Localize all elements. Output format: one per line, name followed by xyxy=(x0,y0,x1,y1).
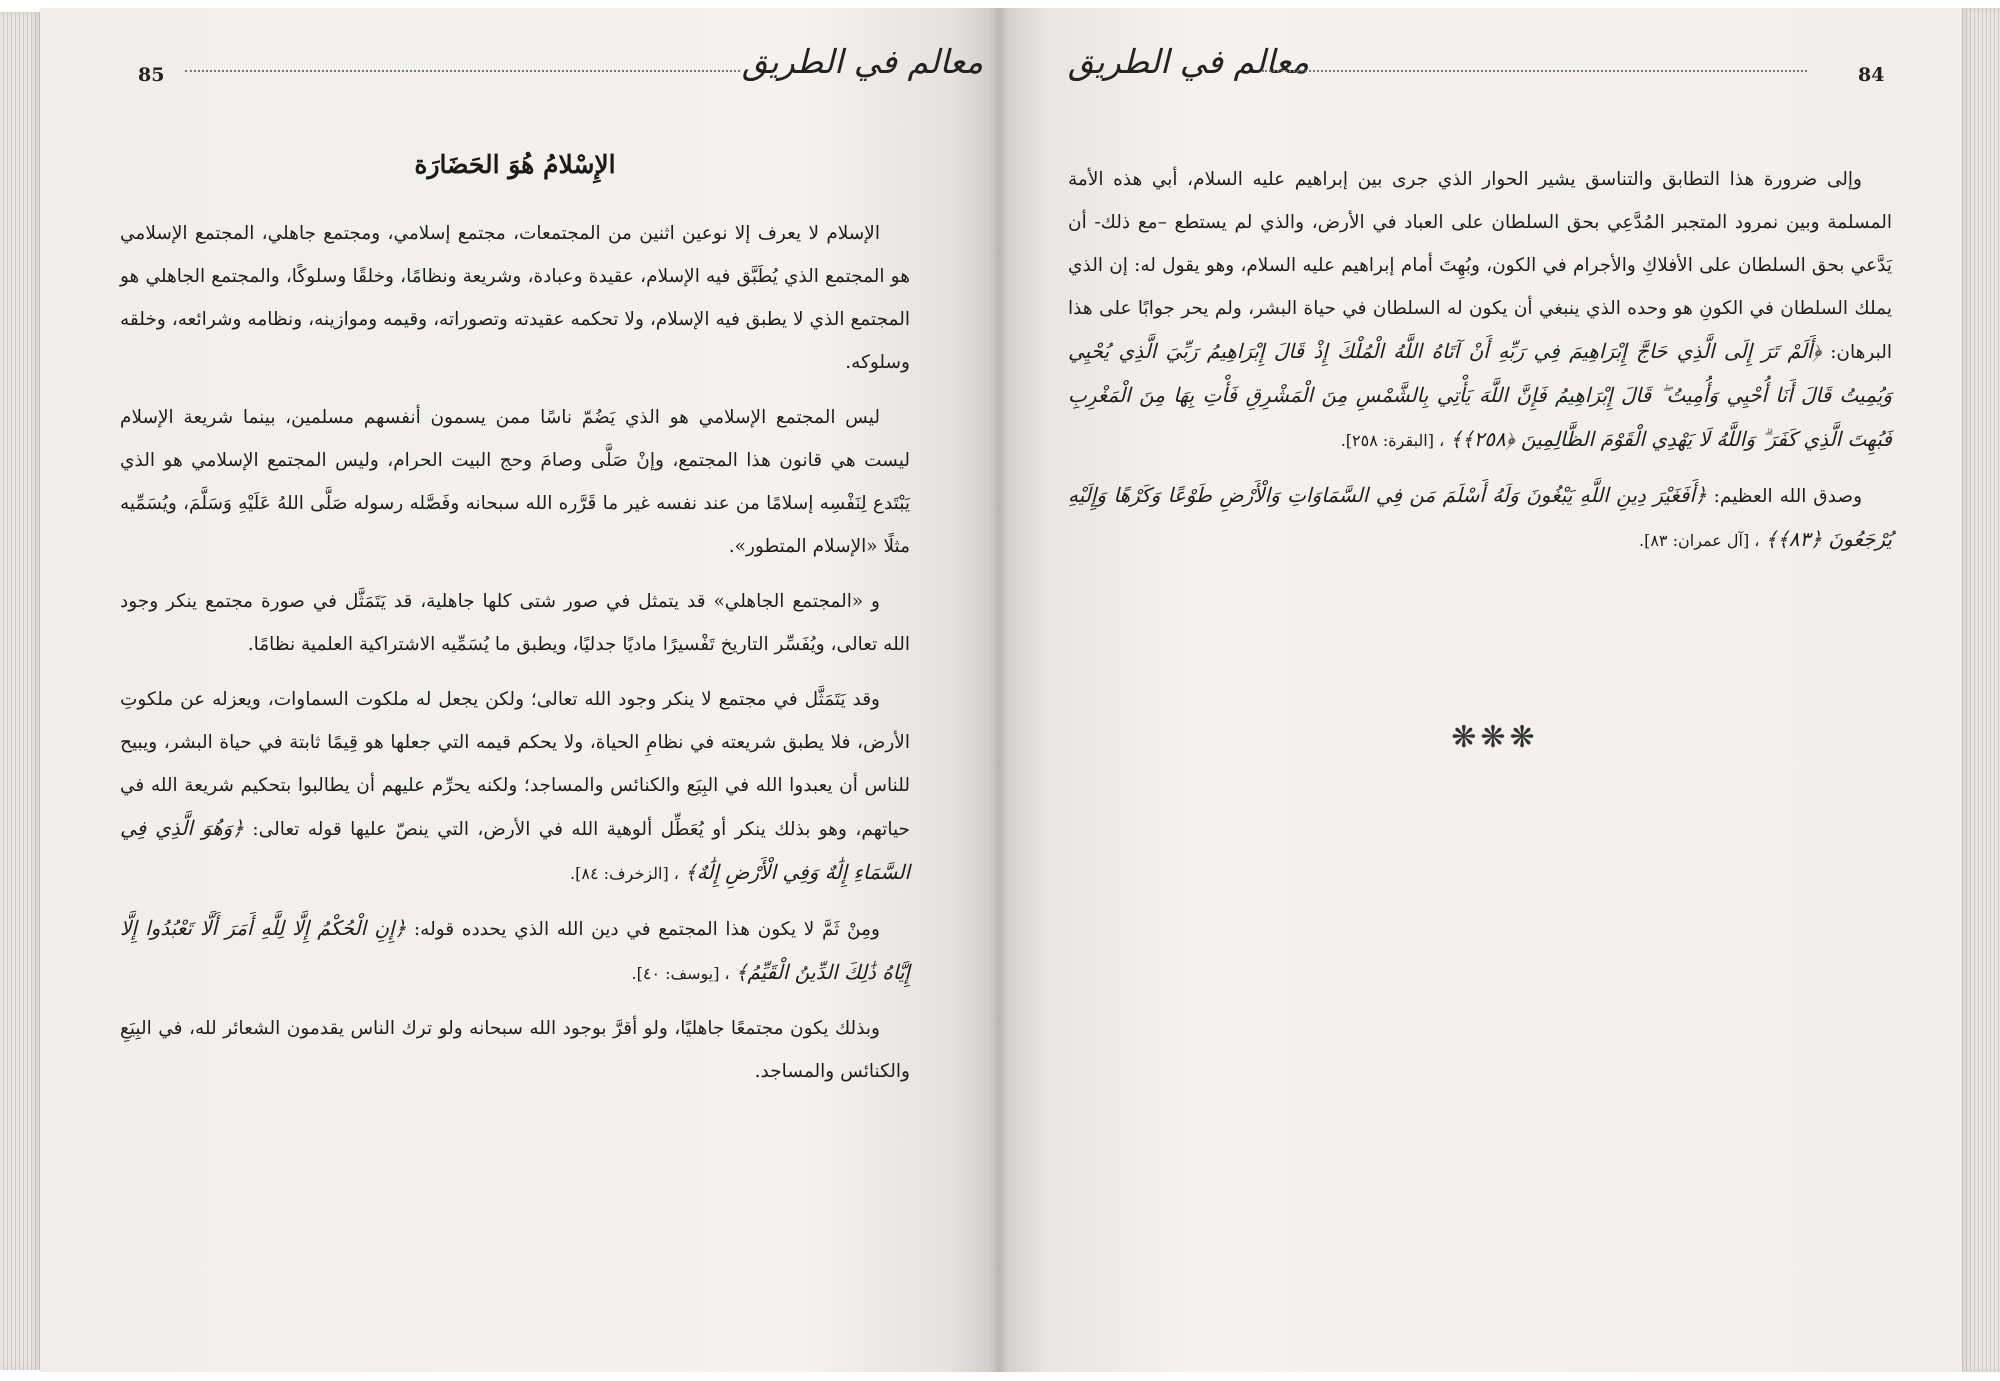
verse-reference: ، [آل عمران: ٨٣]. xyxy=(1639,531,1760,550)
paragraph-with-verse xyxy=(120,678,910,895)
paragraph-with-verse xyxy=(120,907,910,995)
quran-verse: ﴿أَفَغَيْرَ دِينِ اللَّهِ يَبْغُونَ وَلَهُ أَسْلَمَ مَن فِي السَّمَاوَاتِ وَالْأَرْضِ طَوْعًا وَكَرْهًا وَإِلَيْهِ يُرْجَعُونَ ﴿٨٣﴾﴾ xyxy=(1068,483,1892,551)
running-header-left: معالم في الطريق xyxy=(742,42,984,81)
paragraph-text: ومِنْ ثَمَّ لا يكون هذا المجتمع في دين الله الذي يحدده قوله: xyxy=(413,919,880,940)
right-page-edges xyxy=(1962,8,2000,1372)
header-dots-right xyxy=(1262,70,1807,72)
paragraph: ليس المجتمع الإسلامي هو الذي يَضُمّ ناسًا ممن يسمون أنفسهم مسلمين، بينما شريعة الإسلام ليست هي قانون هذا المجتمع، وإنْ صَلَّى وصامَ وحج البيت الحرام، وليس المجتمع الإسلامي هو الذي يَبْتَدع لِنَفْسِه إسلامًا من عند نفسه غير ما قَرَّره الله سبحانه وفَصَّله رسوله صَلَّى اللهُ عَلَيْهِ وَسَلَّمَ، ويُسَمِّيه مثلًا «الإسلام المتطور». xyxy=(120,407,910,557)
running-header-right: معالم في الطريق xyxy=(1068,42,1310,81)
header-dots-left xyxy=(185,70,740,72)
paragraph-with-verse xyxy=(1068,474,1892,562)
section-separator: ❋❋❋ xyxy=(1451,720,1539,755)
left-page-body xyxy=(120,212,910,1105)
book-spine xyxy=(990,8,1008,1372)
paragraph: الإسلام لا يعرف إلا نوعين اثنين من المجتمعات، مجتمع إسلامي، ومجتمع جاهلي، المجتمع الإسلامي هو المجتمع الذي يُطَبَّق فيه الإسلام، عقيدة وعبادة، وشريعة ونظامًا، وخلقًا وسلوكًا، والمجتمع الجاهلي هو المجتمع الذي لا يطبق فيه الإسلام، ولا تحكمه عقيدته وتصوراته، وقيمه وموازينه، ونظامه وشرائعه، وخلقه وسلوكه. xyxy=(120,223,910,373)
quran-verse: ﴿إِنِ الْحُكْمُ إِلَّا لِلَّهِ أَمَرَ أَلَّا تَعْبُدُوا إِلَّا إِيَّاهُ ذَٰلِكَ الدِّينُ الْقَيِّمُ﴾ xyxy=(120,916,910,984)
verse-reference: ، [الزخرف: ٨٤]. xyxy=(570,864,679,883)
paragraph-text: وقد يَتَمَثَّل في مجتمع لا ينكر وجود الله تعالى؛ ولكن يجعل له ملكوت السماوات، ويعزله عن ملكوتِ الأرض، فلا يطبق شريعته في نظامِ الحياة، ولا يحكم قيمه التي جعلها هو قِيمًا ثابتة في حياة البشر، ويبيح للناس أن يعبدوا الله في البِيَع والكنائس والمساجد؛ ولكنه يحرِّم عليهم أن يطالبوا بتحكيم شريعة الله في حياتهم، وهو بذلك ينكر أو يُعَطِّل ألوهية الله في الأرض، التي ينصّ عليها قوله تعالى: xyxy=(120,689,910,840)
verse-reference: ، [يوسف: ٤٠]. xyxy=(631,964,730,983)
paragraph-text: وصدق الله العظيم: xyxy=(1713,486,1862,507)
paragraph: وبذلك يكون مجتمعًا جاهليًا، ولو أقرَّ بوجود الله سبحانه ولو ترك الناس يقدمون الشعائر لله، في البِيَعِ والكنائس والمساجد. xyxy=(120,1018,910,1082)
paragraph: و «المجتمع الجاهلي» قد يتمثل في صور شتى كلها جاهلية، قد يَتَمَثَّل في صورة مجتمع ينكر وجود الله تعالى، ويُفَسِّر التاريخ تَفْسيرًا ماديًا جدليًا، ويطبق ما يُسَمِّيه الاشتراكية العلمية نظامًا. xyxy=(120,591,910,655)
quran-verse: ﴿أَلَمْ تَرَ إِلَى الَّذِي حَاجَّ إِبْرَاهِيمَ فِي رَبِّهِ أَنْ آتَاهُ اللَّهُ الْمُلْكَ إِذْ قَالَ إِبْرَاهِيمُ رَبِّيَ الَّذِي يُحْيِي وَيُمِيتُ قَالَ أَنَا أُحْيِي وَأُمِيتُ ۖ قَالَ إِبْرَاهِيمُ فَإِنَّ اللَّهَ يَأْتِي بِالشَّمْسِ مِنَ الْمَشْرِقِ فَأْتِ بِهَا مِنَ الْمَغْرِبِ فَبُهِتَ الَّذِي كَفَرَ ۗ وَاللَّهُ لَا يَهْدِي الْقَوْمَ الظَّالِمِينَ ﴿٢٥٨﴾﴾ xyxy=(1068,339,1892,451)
paragraph-with-verse xyxy=(1068,158,1892,462)
page-number-right: 84 xyxy=(1858,64,1885,86)
left-page-edges xyxy=(0,12,40,1370)
page-number-left: 85 xyxy=(138,64,165,86)
paragraph-text: وإلى ضرورة هذا التطابق والتناسق يشير الحوار الذي جرى بين إبراهيم عليه السلام، أبي هذه الأمة المسلمة وبين نمرود المتجبر المُدَّعِي بحق السلطان على العباد في الأرض، والذي لم يستطع –مع ذلك- أن يَدَّعي بحق السلطان على الأفلاكِ والأجرام في الكون، وبُهِتَ أمام إبراهيم عليه السلام، وهو يقول له: إن الذي يملك السلطان في الكونِ هو وحده الذي ينبغي أن يكون له السلطان في حياة البشر، ولم يحر جوابًا على هذا البرهان: xyxy=(1068,169,1892,363)
verse-reference: ، [البقرة: ٢٥٨]. xyxy=(1340,431,1445,450)
section-heading: الإِسْلامُ هُوَ الحَضَارَة xyxy=(414,150,616,179)
quran-verse: ﴿وَهُوَ الَّذِي فِي السَّمَاءِ إِلَٰهٌ وَفِي الْأَرْضِ إِلَٰهٌ﴾ xyxy=(120,816,910,884)
right-page-body xyxy=(1068,158,1892,574)
